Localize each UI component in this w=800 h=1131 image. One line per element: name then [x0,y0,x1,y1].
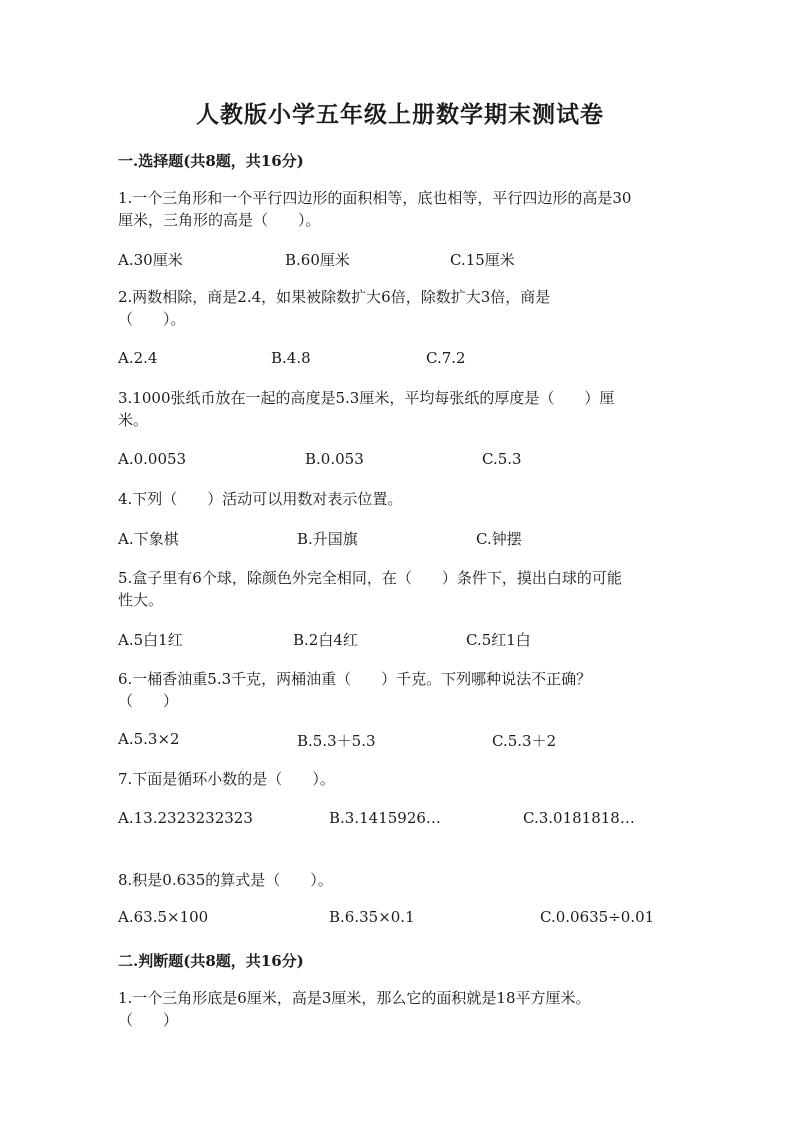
question-text-line: 6.一桶香油重5.3千克，两桶油重（ ）千克。下列哪种说法不正确？ [118,670,592,688]
option-b: B.2白4红 [293,631,358,649]
option-c: C.5.3＋2 [492,732,557,750]
question-text-line: 3.1000张纸币放在一起的高度是5.3厘米，平均每张纸的厚度是（ ）厘 [118,389,615,407]
question-1 [118,187,686,231]
option-c: C.3.0181818… [523,809,635,827]
question-text-line: 5.盒子里有6个球，除颜色外完全相同，在（ ）条件下，摸出白球的可能 [118,569,622,587]
question-text-line: （ ） [118,1011,179,1029]
question-text-line: 米。 [118,411,149,429]
question-text-line: 8.积是0.635的算式是（ ）。 [118,871,333,889]
question-text-line: 1.一个三角形底是6厘米，高是3厘米，那么它的面积就是18平方厘米。 [118,989,591,1007]
option-b: B.5.3＋5.3 [297,732,376,750]
section-heading-true-false: 二.判断题(共8题，共16分) [118,952,304,970]
option-a: A.5.3×2 [118,730,180,748]
page-title: 人教版小学五年级上册数学期末测试卷 [196,101,604,128]
option-a: A.0.0053 [118,450,187,468]
question-text-line: （ ）。 [118,310,186,328]
option-c: C.5.3 [482,450,522,468]
question-4 [118,488,686,510]
option-b: B.升国旗 [297,530,358,548]
section-heading-choice: 一.选择题(共8题，共16分) [118,152,304,170]
option-a: A.5白1红 [118,631,183,649]
question-5 [118,567,686,611]
question-text-line: 2.两数相除，商是2.4，如果被除数扩大6倍，除数扩大3倍，商是 [118,288,551,306]
option-a: A.下象棋 [118,530,179,548]
question-2 [118,286,686,330]
question-text-line: （ ） [118,692,179,710]
question-text-line: 7.下面是循环小数的是（ ）。 [118,770,335,788]
question-text-line: 1.一个三角形和一个平行四边形的面积相等，底也相等，平行四边形的高是30 [118,189,632,207]
question-7 [118,768,686,790]
option-a: A.30厘米 [118,251,183,269]
option-b: B.6.35×0.1 [329,908,415,926]
question-6 [118,668,686,712]
option-b: B.0.053 [305,450,364,468]
option-c: C.15厘米 [450,251,515,269]
question-8 [118,869,686,891]
option-a: A.13.2323232323 [118,809,253,827]
option-c: C.钟摆 [476,530,522,548]
option-b: B.60厘米 [285,251,350,269]
option-a: A.2.4 [118,349,158,367]
option-a: A.63.5×100 [118,908,209,926]
option-c: C.0.0635÷0.01 [540,908,655,926]
question-text-line: 厘米，三角形的高是（ ）。 [118,211,321,229]
option-c: C.7.2 [426,349,466,367]
question-text-line: 性大。 [118,591,164,609]
option-c: C.5红1白 [466,631,531,649]
option-b: B.3.1415926… [329,809,441,827]
question-text-line: 4.下列（ ）活动可以用数对表示位置。 [118,490,403,508]
option-b: B.4.8 [271,349,311,367]
judgment-question-1 [118,987,686,1031]
question-3 [118,387,686,431]
